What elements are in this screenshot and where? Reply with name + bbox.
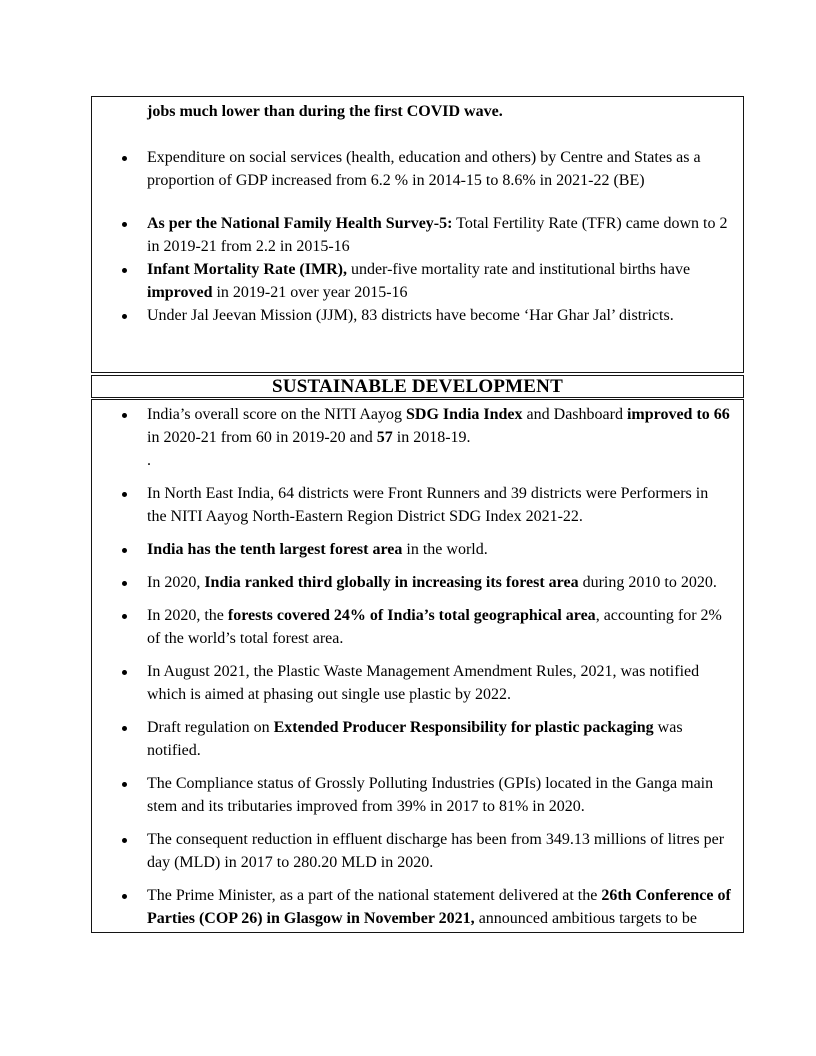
continuation-paragraph: [147, 100, 729, 123]
text-run: Under Jal Jeevan Mission (JJM), 83 districts have become ‘Har Ghar Jal’ districts.: [147, 307, 674, 324]
text-run: during 2010 to 2020.: [578, 574, 717, 591]
text-run: Total Fertility Rate (TFR) came down to 2 in 2019-21 from 2.2 in 2015-16: [147, 215, 728, 255]
bullet-item: [92, 716, 743, 762]
text-run: 57: [376, 429, 393, 446]
text-run: in 2018-19.: [392, 429, 471, 446]
text-run: in the world.: [402, 541, 488, 558]
text-run: forests covered 24% of India’s total geographical area: [227, 607, 596, 624]
bullet-item: [92, 772, 743, 818]
text-run: India’s overall score on the NITI Aayog: [147, 406, 407, 423]
text-run: , accounting for 2% of the world’s total forest area.: [147, 607, 722, 647]
bullet-item: [92, 571, 743, 594]
text-run: India ranked third globally in increasing its forest area: [204, 574, 579, 591]
text-run: Expenditure on social services (health, education and others) by Centre and States as a proportion of GDP increased from 6.2 % in 2014-15 to 8.6% in 2021-22 (BE): [147, 149, 701, 189]
text-run: In 2020, the: [147, 607, 228, 624]
text-run: in 2019-21 over year 2015-16: [212, 284, 408, 301]
text-run: jobs much lower than during the first COVID wave.: [147, 103, 503, 120]
bullet-item: [92, 258, 743, 304]
bullet-item: [92, 884, 743, 930]
text-run: The Prime Minister, as a part of the national statement delivered at the: [147, 887, 602, 904]
top-section-box: [91, 96, 744, 373]
sustainable-development-box: [91, 399, 744, 933]
bullet-item: [92, 828, 743, 874]
text-run: In August 2021, the Plastic Waste Management Amendment Rules, 2021, was notified which is aimed at phasing out single use plastic by 2022.: [147, 663, 700, 703]
main-bullet-list: [92, 403, 743, 930]
bullet-item: [92, 660, 743, 706]
text-run: improved to 66: [626, 406, 730, 423]
text-run: in 2020-21 from 60 in 2019-20 and: [147, 429, 377, 446]
bullet-item: [92, 604, 743, 650]
text-run: improved: [147, 284, 213, 301]
top-bullet-list: [92, 146, 743, 327]
bullet-item: [92, 403, 743, 472]
text-run: under-five mortality rate and institutional births have: [346, 261, 691, 278]
text-run: As per the National Family Health Survey-5:: [147, 215, 453, 232]
text-run: The consequent reduction in effluent discharge has been from 349.13 millions of litres per day (MLD) in 2017 to 280.20 MLD in 2020.: [147, 831, 725, 871]
text-run: and Dashboard: [522, 406, 627, 423]
text-run: The Compliance status of Grossly Polluting Industries (GPIs) located in the Ganga main stem and its tributaries improved from 39% in 2017 to 81% in 2020.: [147, 775, 714, 815]
bullet-item: [92, 538, 743, 561]
text-run: SDG India Index: [406, 406, 523, 423]
text-run: Infant Mortality Rate (IMR),: [147, 261, 347, 278]
bullet-item: [92, 482, 743, 528]
text-run: In North East India, 64 districts were Front Runners and 39 districts were Performers in the NITI Aayog North-Eastern Region District SDG Index 2021-22.: [147, 485, 709, 525]
text-run: Extended Producer Responsibility for plastic packaging: [273, 719, 654, 736]
text-run: Draft regulation on: [147, 719, 274, 736]
text-run: 26th Conference of Parties (COP 26) in Glasgow in November 2021,: [147, 887, 731, 927]
text-run: was notified.: [147, 719, 683, 759]
section-header-box: [91, 375, 744, 398]
bullet-item: [92, 304, 743, 327]
text-run: announced ambitious targets to be: [474, 910, 698, 927]
bullet-item: [92, 146, 743, 192]
text-run: In 2020,: [147, 574, 205, 591]
text-run: India has the tenth largest forest area: [147, 541, 403, 558]
bullet-item: [92, 212, 743, 258]
stray-dot-line: .: [147, 452, 151, 469]
section-title: SUSTAINABLE DEVELOPMENT: [272, 376, 563, 397]
